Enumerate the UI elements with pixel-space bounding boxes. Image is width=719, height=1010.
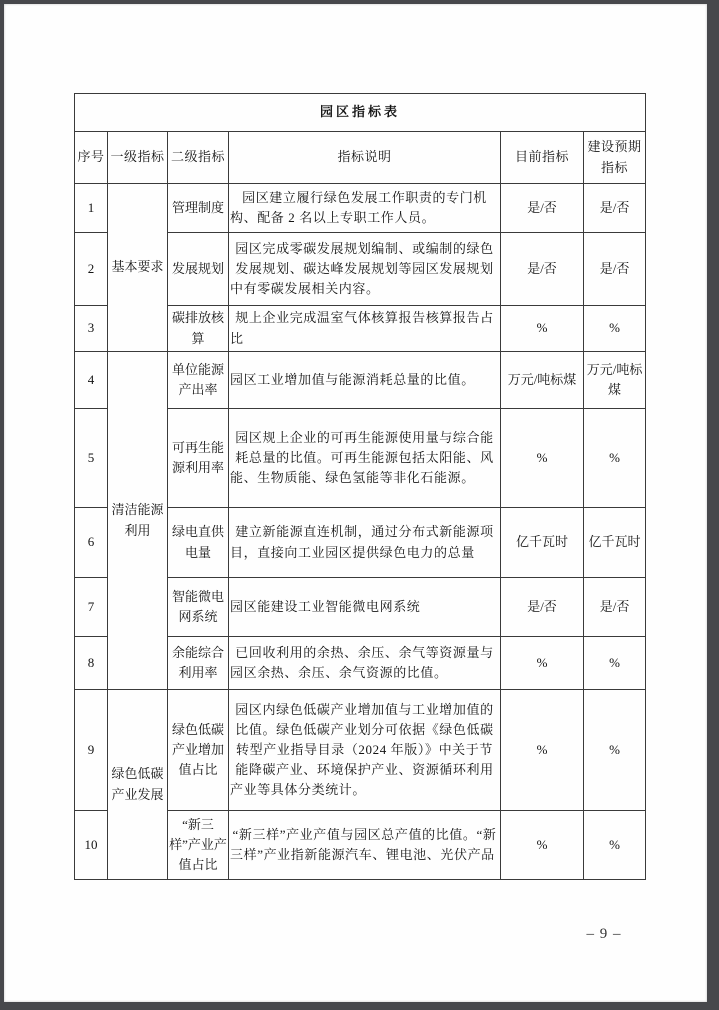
cell-serial-no: 3 — [75, 306, 108, 352]
cell-description: 园区工业增加值与能源消耗总量的比值。 — [229, 352, 501, 409]
cell-level1-indicator: 基本要求 — [108, 184, 168, 352]
cell-serial-no: 6 — [75, 508, 108, 578]
cell-expected-indicator: 万元/吨标煤 — [584, 352, 646, 409]
column-header-2: 二级指标 — [168, 132, 229, 184]
column-header-5: 建设预期指标 — [584, 132, 646, 184]
cell-description: 园区内绿色低碳产业增加值与工业增加值的比值。绿色低碳产业划分可依据《绿色低碳转型产业指导目录（2024 年版）》中关于节能降碳产业、环境保护产业、资源循环利用产业等具体分类统计。 — [229, 690, 501, 811]
cell-current-indicator: 是/否 — [501, 578, 584, 637]
cell-current-indicator: 是/否 — [501, 233, 584, 306]
cell-expected-indicator: % — [584, 690, 646, 811]
table-row — [75, 184, 646, 233]
cell-serial-no: 1 — [75, 184, 108, 233]
cell-level1-indicator: 绿色低碳产业发展 — [108, 690, 168, 880]
cell-current-indicator: % — [501, 637, 584, 690]
cell-description: 园区能建设工业智能微电网系统 — [229, 578, 501, 637]
column-header-0: 序号 — [75, 132, 108, 184]
cell-description: 已回收利用的余热、余压、余气等资源量与园区余热、余压、余气资源的比值。 — [229, 637, 501, 690]
table-row — [75, 352, 646, 409]
cell-current-indicator: % — [501, 306, 584, 352]
cell-serial-no: 4 — [75, 352, 108, 409]
cell-level2-indicator: 绿色低碳产业增加值占比 — [168, 690, 229, 811]
cell-level2-indicator: 碳排放核算 — [168, 306, 229, 352]
indicator-table — [74, 93, 646, 880]
cell-current-indicator: 是/否 — [501, 184, 584, 233]
cell-expected-indicator: % — [584, 637, 646, 690]
cell-level2-indicator: 发展规划 — [168, 233, 229, 306]
column-header-4: 目前指标 — [501, 132, 584, 184]
cell-expected-indicator: % — [584, 409, 646, 508]
column-header-1: 一级指标 — [108, 132, 168, 184]
table-title: 园区指标表 — [75, 94, 646, 132]
cell-serial-no: 10 — [75, 811, 108, 880]
cell-description: 园区建立履行绿色发展工作职责的专门机构、配备 2 名以上专职工作人员。 — [229, 184, 501, 233]
cell-description: 规上企业完成温室气体核算报告核算报告占比 — [229, 306, 501, 352]
cell-serial-no: 2 — [75, 233, 108, 306]
cell-level2-indicator: 绿电直供电量 — [168, 508, 229, 578]
document-page — [4, 4, 707, 1002]
cell-current-indicator: % — [501, 690, 584, 811]
table-title-row — [75, 94, 646, 132]
cell-expected-indicator: % — [584, 811, 646, 880]
cell-level2-indicator: 管理制度 — [168, 184, 229, 233]
cell-description: “新三样”产业产值与园区总产值的比值。“新三样”产业指新能源汽车、锂电池、光伏产品 — [229, 811, 501, 880]
cell-level2-indicator: 可再生能源利用率 — [168, 409, 229, 508]
cell-current-indicator: % — [501, 409, 584, 508]
cell-expected-indicator: % — [584, 306, 646, 352]
cell-expected-indicator: 是/否 — [584, 184, 646, 233]
cell-current-indicator: % — [501, 811, 584, 880]
table-header-row — [75, 132, 646, 184]
cell-current-indicator: 万元/吨标煤 — [501, 352, 584, 409]
cell-level2-indicator: “新三样”产业产值占比 — [168, 811, 229, 880]
cell-serial-no: 9 — [75, 690, 108, 811]
cell-serial-no: 5 — [75, 409, 108, 508]
cell-description: 园区规上企业的可再生能源使用量与综合能耗总量的比值。可再生能源包括太阳能、风能、生物质能、绿色氢能等非化石能源。 — [229, 409, 501, 508]
page-number: – 9 – — [586, 926, 622, 942]
cell-description: 园区完成零碳发展规划编制、或编制的绿色发展规划、碳达峰发展规划等园区发展规划中有零碳发展相关内容。 — [229, 233, 501, 306]
cell-expected-indicator: 亿千瓦时 — [584, 508, 646, 578]
table-row — [75, 690, 646, 811]
cell-expected-indicator: 是/否 — [584, 578, 646, 637]
cell-description: 建立新能源直连机制，通过分布式新能源项目，直接向工业园区提供绿色电力的总量 — [229, 508, 501, 578]
cell-current-indicator: 亿千瓦时 — [501, 508, 584, 578]
column-header-3: 指标说明 — [229, 132, 501, 184]
cell-level2-indicator: 单位能源产出率 — [168, 352, 229, 409]
cell-expected-indicator: 是/否 — [584, 233, 646, 306]
cell-level1-indicator: 清洁能源利用 — [108, 352, 168, 690]
cell-serial-no: 8 — [75, 637, 108, 690]
cell-serial-no: 7 — [75, 578, 108, 637]
cell-level2-indicator: 余能综合利用率 — [168, 637, 229, 690]
cell-level2-indicator: 智能微电网系统 — [168, 578, 229, 637]
